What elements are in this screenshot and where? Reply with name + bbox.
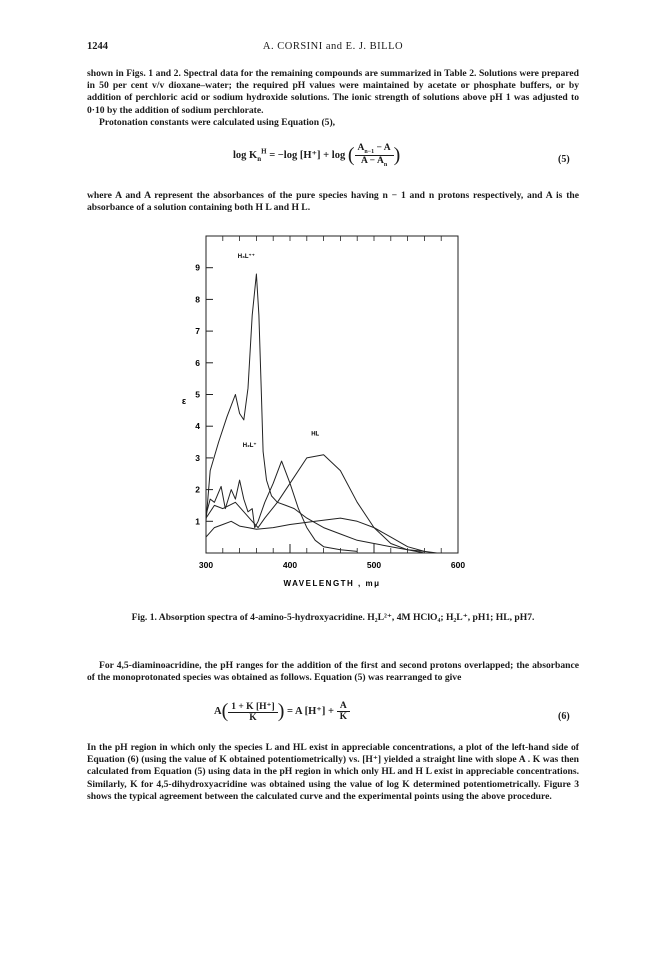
x-tick-label: 500 <box>366 560 382 570</box>
x-tick-label: 300 <box>198 560 214 570</box>
series-label: H₃L⁺⁺ <box>237 254 255 261</box>
plot-frame <box>206 236 458 553</box>
equation-number: (6) <box>558 711 570 722</box>
equation-6: A( $\frac{1 + K [H^+]}{K}$ ) = A [H⁺] + $\frac{A}{K}$ <box>214 700 350 723</box>
series-line <box>206 461 357 551</box>
paragraph-text: shown in Figs. 1 and 2. Spectral data for the remaining compounds are summarized in Table 2. Solutions were prepared in 50 per cent v/v dioxane–water; the required pH values were maintained by acetate or phosphate buffers, or by addition of perchloric acid or sodium hydroxide solutions. The ionic strength of solutions above pH 1 was adjusted to 0·10 by the addition of sodium perchlorate. <box>87 68 579 116</box>
y-axis-label: ε <box>181 396 187 407</box>
x-tick-label: 400 <box>282 560 298 570</box>
y-tick-label: 3 <box>195 452 200 463</box>
paragraph-text: Protonation constants were calculated using Equation (5), <box>99 116 336 128</box>
y-tick-label: 6 <box>195 357 200 368</box>
x-tick-label: 600 <box>450 560 466 570</box>
x-axis-label: WAVELENGTH , mμ <box>283 579 381 588</box>
y-tick-label: 4 <box>195 421 200 432</box>
paragraph-diaminoacridine: For 4,5-diaminoacridine, the pH ranges for the addition of the first and second protons overlapped; the absorbance of the monoprotonated species was obtained as follows. Equation (5) was rearranged to give <box>87 660 579 684</box>
y-tick-label: 7 <box>195 326 200 337</box>
y-tick-label: 1 <box>195 516 200 527</box>
series-label: H₂L⁺ <box>242 442 257 449</box>
figure-caption: Fig. 1. Absorption spectra of 4-amino-5-hydroxyacridine. H₂L²⁺, 4M HClO₄; H₂L⁺, pH1; HL, pH7. <box>131 612 535 623</box>
series-line <box>206 455 424 553</box>
series-label: HL <box>311 431 320 438</box>
y-tick-label: 2 <box>195 484 200 495</box>
y-tick-label: 9 <box>195 262 200 273</box>
page-number: 1244 <box>87 41 108 52</box>
running-authors: A. CORSINI and E. J. BILLO <box>262 41 404 52</box>
paragraph-method: In the pH region in which only the species L and HL exist in appreciable concentrations, a plot of the left-hand side of Equation (6) (using the value of K obtained potentiometrically) vs. [H⁺] yielded a straight line with slope A . K was then calculated from Equation (5) using data in the pH region in which only HL and H L exist in appreciable concentrations. Similarly, K for 4,5-dihydroxyacridine was obtained using the value of log K determined potentiometrically. Figure 3 shows the typical agreement between the calculated curve and the experimental points using the above procedure. <box>87 742 579 802</box>
equation-5: $\log K_n^H = -\log$ [H⁺] + log ( $\frac{A_{n-1} - A}{A - A_n}$ ) <box>233 143 401 168</box>
y-tick-label: 8 <box>195 294 200 305</box>
paragraph-where: where A and A represent the absorbances of the pure species having n − 1 and n protons respectively, and A is the absorbance of a solution containing both H L and H L. <box>87 190 579 214</box>
equation-number: (5) <box>558 154 570 165</box>
y-tick-label: 5 <box>195 389 200 400</box>
series-line <box>206 274 424 551</box>
